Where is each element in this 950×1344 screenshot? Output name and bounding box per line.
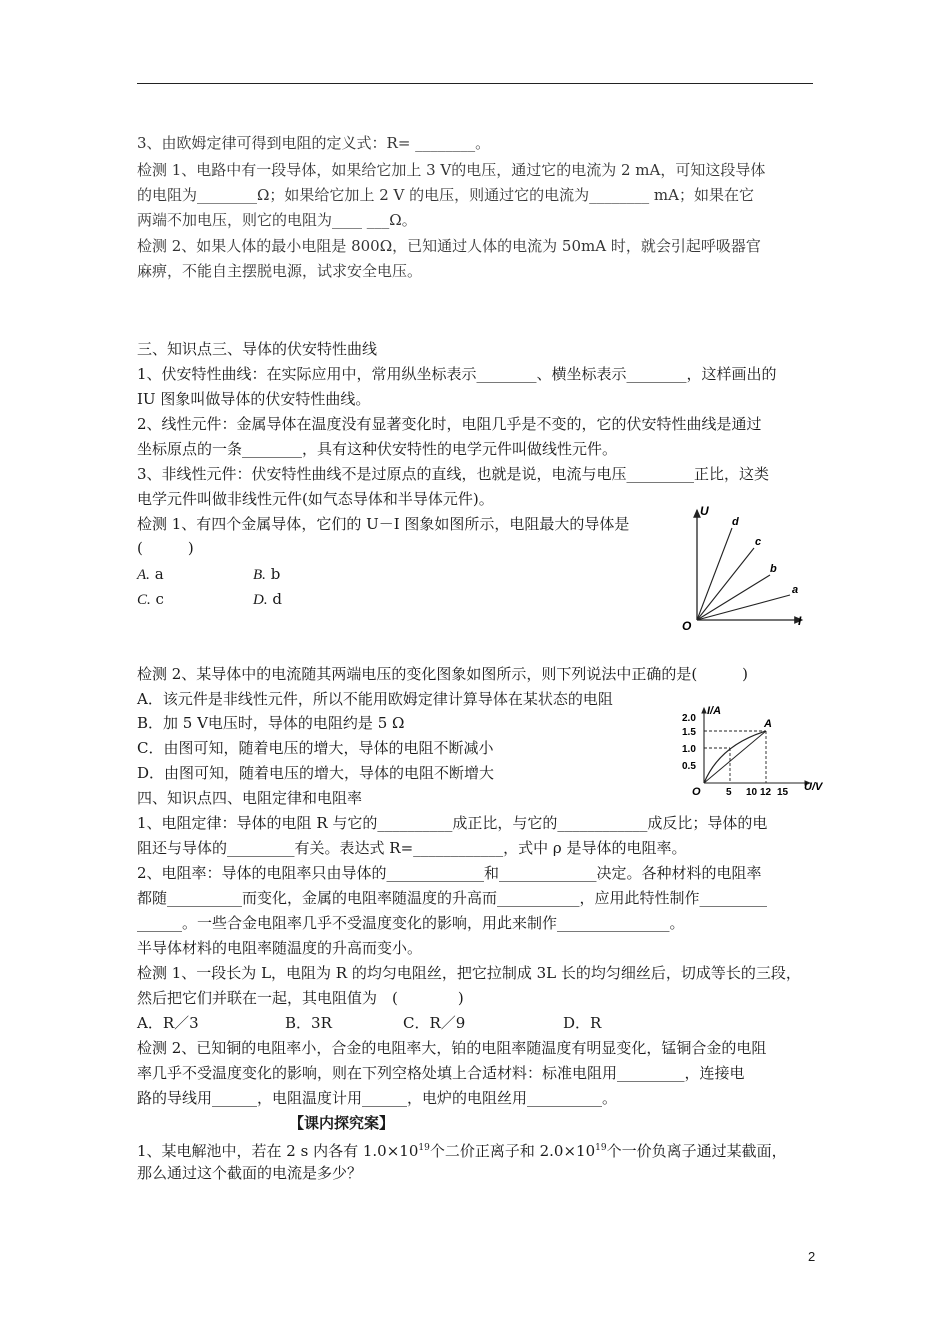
label-d: d <box>732 516 739 528</box>
option-d: D．由图可知，随着电压的增大，导体的电阻不断增大 <box>137 764 495 782</box>
text-line: 麻痹，不能自主摆脱电源，试求安全电压。 <box>137 262 423 280</box>
text-line: 都随__________而变化，金属的电阻率随温度的升高而___________，应用此特性制作_________ <box>137 889 768 907</box>
option-a: A．该元件是非线性元件，所以不能用欧姆定律计算导体在某状态的电阻 <box>137 690 613 708</box>
y-tick: 0.5 <box>682 761 696 772</box>
x-tick: 15 <box>777 787 789 798</box>
text-line: 阻还与导体的_________有关。表达式 R=____________，式中 ρ 是导体的电阻率。 <box>137 839 687 857</box>
option-a: A. a <box>137 565 164 583</box>
question-text: 路的导线用______，电阻温度计用______，电炉的电阻丝用__________。 <box>137 1089 618 1107</box>
option-c: C．R／9 <box>403 1014 466 1032</box>
text-line: 2、电阻率：导体的电阻率只由导体的_____________和_____________决定。各种材料的电阻率 <box>137 864 762 882</box>
y-tick: 1.5 <box>682 727 696 738</box>
text-line: IU 图象叫做导体的伏安特性曲线。 <box>137 390 371 408</box>
line-d <box>697 528 732 620</box>
option-b: B．3R <box>285 1014 332 1032</box>
origin-label: O <box>692 786 701 798</box>
text-line: 坐标原点的一条________，具有这种伏安特性的电学元件叫做线性元件。 <box>137 440 618 458</box>
question-text: 检测 2、某导体中的电流随其两端电压的变化图象如图所示，则下列说法中正确的是( ) <box>137 665 749 683</box>
origin-label: O <box>682 619 692 633</box>
x-tick: 12 <box>760 787 772 798</box>
text-line: 的电阻为________Ω；如果给它加上 2 V 的电压，则通过它的电流为________ mA；如果在它 <box>137 186 754 204</box>
section-heading: 三、知识点三、导体的伏安特性曲线 <box>137 340 378 358</box>
i-axis-label: I <box>798 614 802 628</box>
question-text: 然后把它们并联在一起，其电阻值为 ( ) <box>137 989 464 1007</box>
text-line: 半导体材料的电阻率随温度的升高而变小。 <box>137 939 423 957</box>
text-line: 1、伏安特性曲线：在实际应用中，常用纵坐标表示________、横坐标表示________，这样画出的 <box>137 365 777 383</box>
label-c: c <box>755 536 762 548</box>
x-tick: 10 <box>746 787 758 798</box>
point-label: A <box>764 718 772 730</box>
option-c: C．由图可知，随着电压的增大，导体的电阻不断减小 <box>137 739 494 757</box>
ui-graph <box>672 500 822 635</box>
option-b: B. b <box>253 565 281 583</box>
u-axis-label: U <box>700 504 709 518</box>
answer-bracket: ( ) <box>137 539 194 557</box>
question-text: 那么通过这个截面的电流是多少？ <box>137 1164 363 1182</box>
y-tick: 2.0 <box>682 713 696 724</box>
text-line: 检测 1、电路中有一段导体，如果给它加上 3 V的电压，通过它的电流为 2 mA，可知这段导体 <box>137 161 766 179</box>
section-title: 【课内探究案】 <box>289 1114 395 1132</box>
question-text: 率几乎不受温度变化的影响，则在下列空格处填上合适材料：标准电阻用_________，连接电 <box>137 1064 745 1082</box>
text-line: 3、非线性元件：伏安特性曲线不是过原点的直线，也就是说，电流与电压_________正比，这类 <box>137 465 770 483</box>
text-line: 检测 2、如果人体的最小电阻是 800Ω，已知通过人体的电流为 50mA 时，就会引起呼吸器官 <box>137 237 761 255</box>
option-d: D. d <box>253 590 282 608</box>
option-b: B．加 5 V电压时，导体的电阻约是 5 Ω <box>137 714 405 732</box>
line-a <box>697 595 790 620</box>
x-tick: 5 <box>726 787 732 798</box>
text-line: 3、由欧姆定律可得到电阻的定义式：R= ________。 <box>137 134 491 152</box>
section-heading: 四、知识点四、电阻定律和电阻率 <box>137 789 363 807</box>
question-text: 检测 1、一段长为 L，电阻为 R 的均匀电阻丝，把它拉制成 3L 长的均匀细丝后，切成等长的三段， <box>137 964 801 982</box>
option-d: D．R <box>563 1014 602 1032</box>
text-line: 电学元件叫做非线性元件(如气态导体和半导体元件)。 <box>137 490 494 508</box>
question-text: 检测 2、已知铜的电阻率小，合金的电阻率大，铂的电阻率随温度有明显变化，锰铜合金的电阻 <box>137 1039 767 1057</box>
line-c <box>697 548 754 620</box>
label-b: b <box>770 563 777 575</box>
y-axis-label: I/A <box>707 705 722 717</box>
page-number: 2 <box>808 1249 816 1264</box>
question-text: 1、某电解池中，若在 2 s 内各有 $1.0\times 10^{19}$个二价正离子和 $2.0\times 10^{19}$个一价负离子通过某截面， <box>137 1142 787 1160</box>
option-a: A．R／3 <box>137 1014 199 1032</box>
iv-graph <box>680 700 830 800</box>
label-a: a <box>792 584 799 596</box>
text-line: 1、电阻定律：导体的电阻 R 与它的__________成正比，与它的____________成反比；导体的电 <box>137 814 768 832</box>
text-line: 两端不加电压，则它的电阻为____ ___Ω。 <box>137 211 417 229</box>
question-text: 检测 1、有四个金属导体，它们的 U－I 图象如图所示，电阻最大的导体是 <box>137 515 630 533</box>
line-b <box>697 575 770 620</box>
option-c: C. c <box>137 590 164 608</box>
y-tick: 1.0 <box>682 744 696 755</box>
text-line: 2、线性元件：金属导体在温度没有显著变化时，电阻几乎是不变的，它的伏安特性曲线是通过 <box>137 415 762 433</box>
x-axis-label: U/V <box>804 781 823 793</box>
text-line: ______。一些合金电阻率几乎不受温度变化的影响，用此来制作_______________。 <box>137 914 685 932</box>
header-rule <box>137 83 813 84</box>
